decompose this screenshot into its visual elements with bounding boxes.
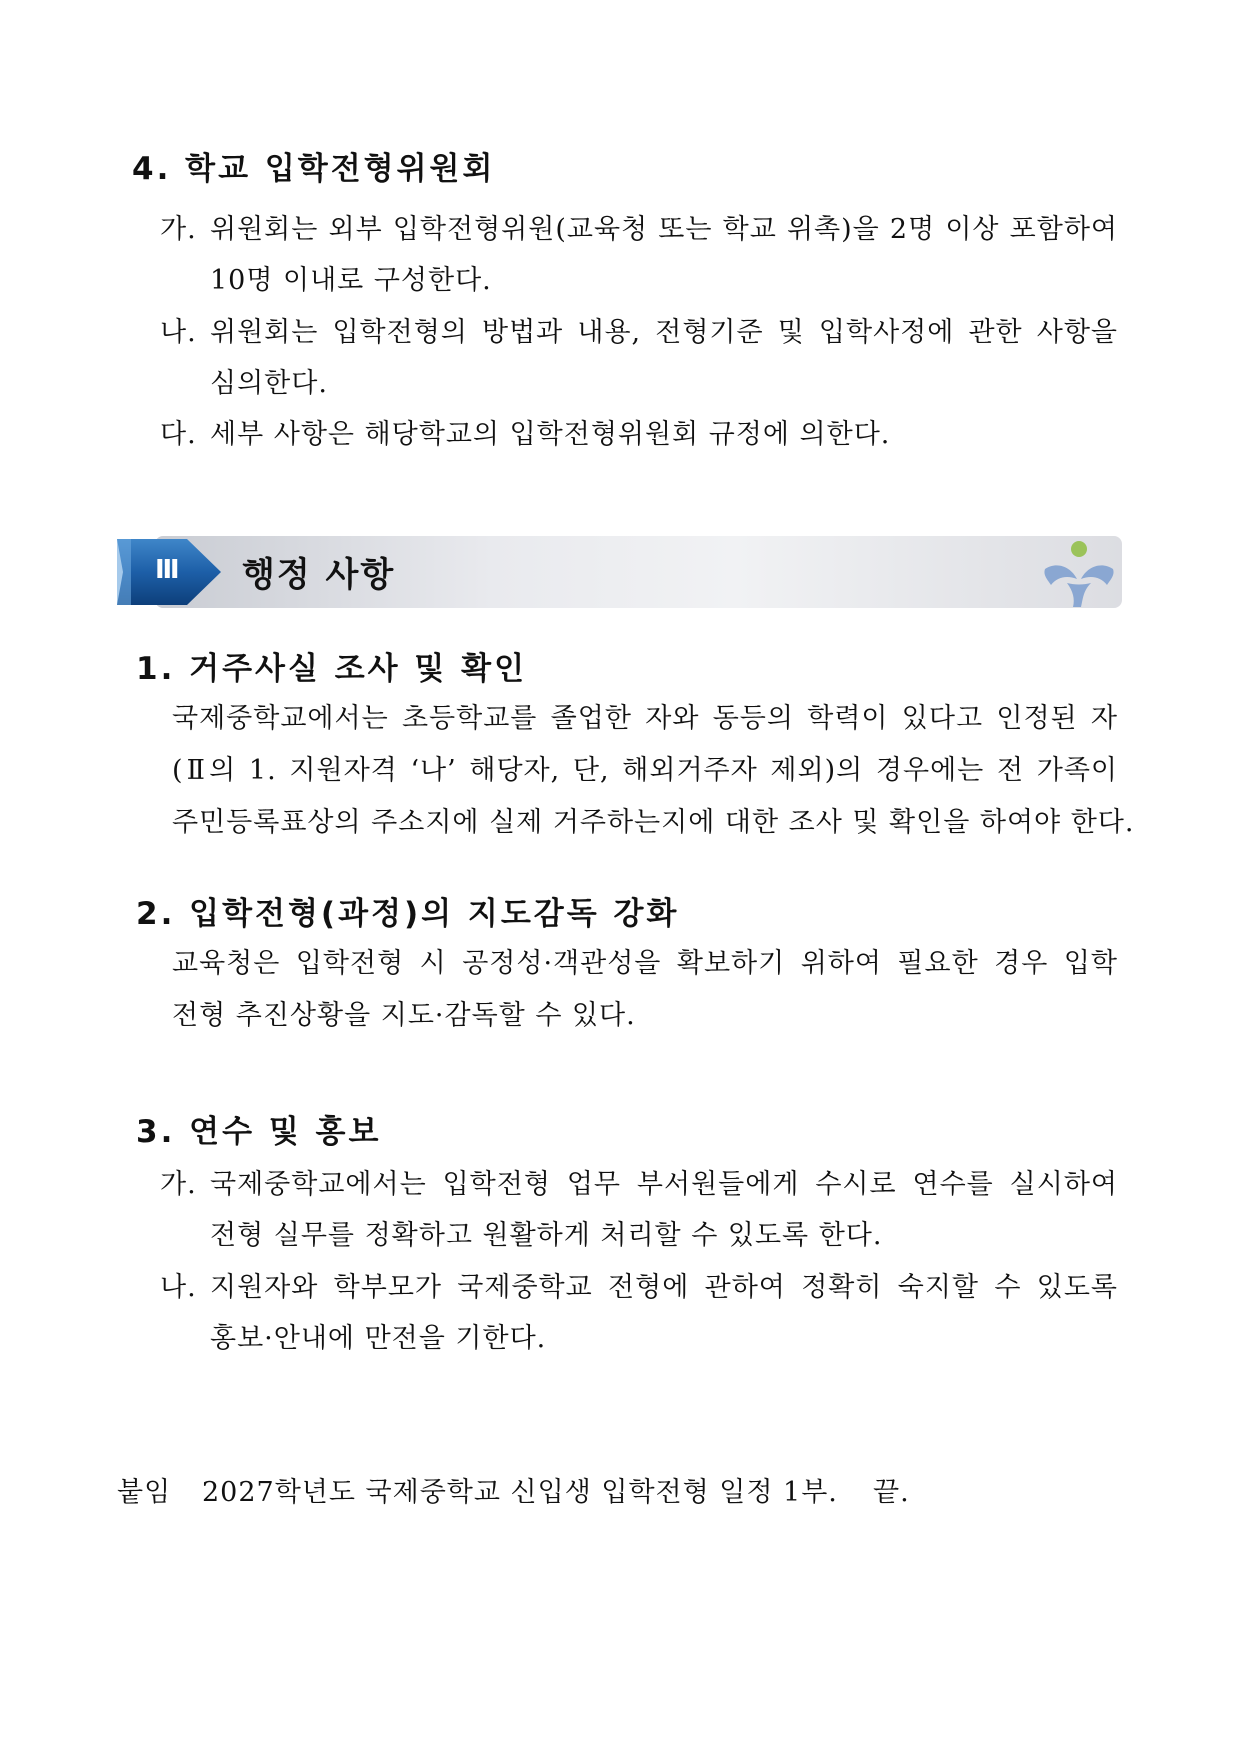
section-banner: [117, 533, 1122, 611]
item-text-cont: 전형 실무를 정확하고 원활하게 처리할 수 있도록 한다.: [210, 1220, 883, 1251]
item-text: 지원자와 학부모가 국제중학교 전형에 관하여 정확히 숙지할 수 있도록: [210, 1272, 1118, 1303]
attachment-label: 붙임: [117, 1477, 172, 1508]
subsection-heading: 3. 연수 및 홍보: [136, 1114, 382, 1150]
item-text: 세부 사항은 해당학교의 입학전형위원회 규정에 의한다.: [210, 419, 891, 450]
paragraph-line: 주민등록표상의 주소지에 실제 거주하는지에 대한 조사 및 확인을 하여야 한다.: [172, 807, 1135, 838]
item-marker: 가.: [160, 1169, 197, 1200]
section-title: 행정 사항: [242, 555, 396, 595]
end-mark: 끝.: [873, 1477, 910, 1508]
item-marker: 다.: [160, 419, 197, 450]
item-text: 국제중학교에서는 입학전형 업무 부서원들에게 수시로 연수를 실시하여: [210, 1169, 1118, 1200]
emblem-icon: [1037, 539, 1121, 609]
paragraph-line: 국제중학교에서는 초등학교를 졸업한 자와 동등의 학력이 있다고 인정된 자: [172, 703, 1118, 734]
attachment-text: 2027학년도 국제중학교 신입생 입학전형 일정 1부.: [202, 1477, 838, 1508]
item-marker: 나.: [160, 317, 197, 348]
item-marker: 가.: [160, 214, 197, 245]
subsection-heading: 2. 입학전형(과정)의 지도감독 강화: [136, 896, 680, 932]
item-text: 위원회는 입학전형의 방법과 내용, 전형기준 및 입학사정에 관한 사항을: [210, 317, 1118, 348]
item-text-cont: 10명 이내로 구성한다.: [210, 265, 492, 296]
section-heading: 4. 학교 입학전형위원회: [132, 151, 496, 187]
section-numeral: Ⅲ: [155, 555, 180, 585]
item-text: 위원회는 외부 입학전형위원(교육청 또는 학교 위촉)을 2명 이상 포함하여: [210, 214, 1118, 245]
subsection-heading: 1. 거주사실 조사 및 확인: [136, 651, 528, 687]
paragraph-line: 전형 추진상황을 지도·감독할 수 있다.: [172, 1000, 636, 1031]
paragraph-line: 교육청은 입학전형 시 공정성·객관성을 확보하기 위하여 필요한 경우 입학: [172, 948, 1118, 979]
item-text-cont: 홍보·안내에 만전을 기한다.: [210, 1323, 547, 1354]
paragraph-line: (Ⅱ의 1. 지원자격 ‘나’ 해당자, 단, 해외거주자 제외)의 경우에는 전 가족이: [172, 755, 1118, 786]
item-marker: 나.: [160, 1272, 197, 1303]
item-text-cont: 심의한다.: [210, 368, 328, 399]
